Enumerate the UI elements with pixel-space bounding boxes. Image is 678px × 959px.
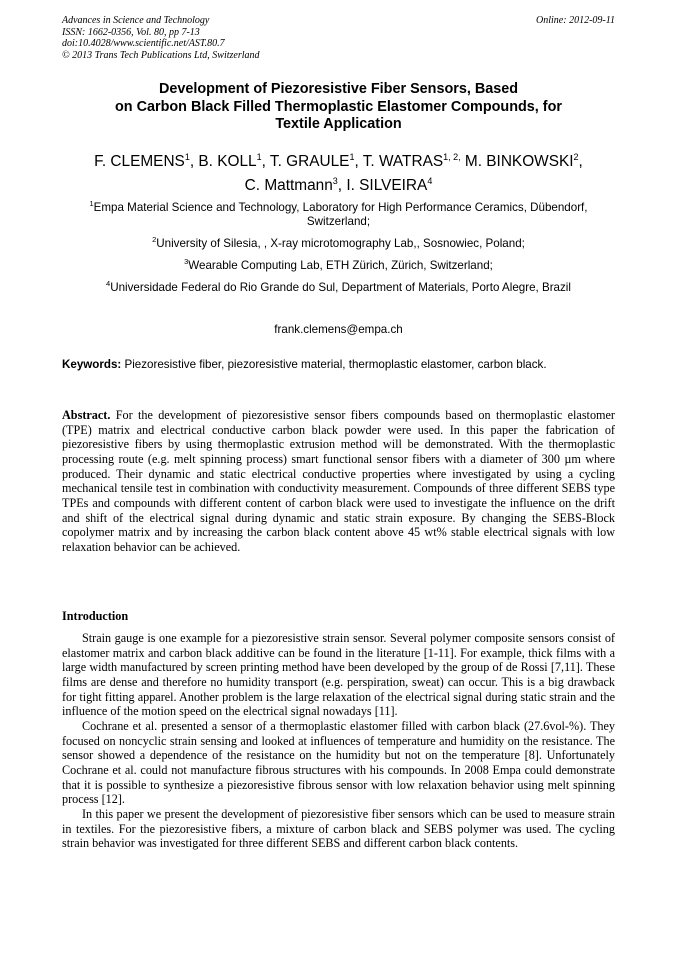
issn-line: ISSN: 1662-0356, Vol. 80, pp 7-13 <box>62 26 200 38</box>
author-line-2 <box>62 174 615 198</box>
author-affiliation-mark: 1 <box>349 151 355 162</box>
author-separator: , <box>354 153 363 170</box>
affiliation-number: 3 <box>184 257 189 267</box>
title-line-3: Textile Application <box>275 116 402 132</box>
abstract-text: For the development of piezoresistive sensor fibers compounds based on thermoplastic elastomer (TPE) matrix and electrical conductive carbon black powder were used. In this paper the fabrication of piezoresistive fibers by using thermoplastic extrusion method will be demonstrated. With the thermoplastic processing route (e.g. melt spinning process) smart functional sensor fibers with a diameter of 300 µm where produced. Their dynamic and static electrical conductive properties where investigated by using a cycling mechanical tensile test in combination with conductivity measurement. Compounds of three different SEBS type TPEs and compounds with different content of carbon black were used to investigate the influence on the drift and shift of the electrical signal during dynamic and static strain exposure. By changing the SEBS-Block copolymer matrix and by increasing the carbon black content above 45 wt% stable electrical signals with low relaxation behavior can be achieved. <box>62 408 615 554</box>
affiliation-number: 4 <box>106 279 111 289</box>
author-name: C. Mattmann <box>244 177 333 194</box>
author-separator: , <box>337 177 347 194</box>
author-separator: , <box>261 153 270 170</box>
affiliation-item <box>62 259 615 273</box>
author-line-1 <box>62 150 615 174</box>
author-name: M. BINKOWSKI <box>464 153 574 170</box>
author-name: B. KOLL <box>198 153 257 170</box>
introduction-body <box>62 631 615 851</box>
author-list <box>62 150 615 198</box>
affiliation-item <box>62 281 615 295</box>
abstract <box>62 408 615 555</box>
author-affiliation-mark: 1, 2, <box>443 151 461 162</box>
author-affiliation-mark: 1 <box>256 151 262 162</box>
author-affiliation-mark: 2 <box>573 151 579 162</box>
author-affiliation-mark: 4 <box>427 175 433 186</box>
affiliation-number: 2 <box>152 235 157 245</box>
keywords-label: Keywords: <box>62 358 122 371</box>
author-affiliation-mark: 1 <box>184 151 190 162</box>
keywords <box>62 358 615 372</box>
affiliation-item <box>62 201 615 229</box>
paper-title <box>62 81 615 134</box>
journal-header <box>62 15 615 61</box>
author-separator: , <box>189 153 199 170</box>
online-date: Online: 2012-09-11 <box>536 15 615 26</box>
doi-line: doi:10.4028/www.scientific.net/AST.80.7 <box>62 38 225 49</box>
author-separator: , <box>578 153 583 170</box>
keywords-text: Piezoresistive fiber, piezoresistive material, thermoplastic elastomer, carbon black. <box>121 358 547 371</box>
paragraph: In this paper we present the development of piezoresistive fiber sensors which can be used to measure strain in textiles. For the piezoresistive fibers, a mixture of carbon black and SEBS polymer was used. The cycling strain behavior was investigated for three different SEBS and different carbon black contents. <box>62 806 615 851</box>
paragraph: Strain gauge is one example for a piezoresistive strain sensor. Several polymer composite sensors consist of elastomer matrix and carbon black additive can be found in the literature [1-11]. For example, thick films with a large width manufactured by screen printing method have been developed by the group of de Rossi [7,11]. These films are dense and therefore no humidity transport (e.g. perspiration, sweat) can occur. This is a big drawback for tight fitting apparel. Another problem is the large relaxation of the electrical signal during static strain and the influence of the motion speed on the electrical signal nowadays [11]. <box>62 631 615 719</box>
affiliation-text: Wearable Computing Lab, ETH Zürich, Zürich, Switzerland; <box>188 259 493 272</box>
copyright-line: © 2013 Trans Tech Publications Ltd, Switzerland <box>62 49 260 61</box>
title-line-1: Development of Piezoresistive Fiber Sensors, Based <box>158 81 519 97</box>
affiliation-number: 1 <box>89 199 94 209</box>
title-line-2: on Carbon Black Filled Thermoplastic Elastomer Compounds, for <box>115 98 562 115</box>
contact-email: frank.clemens@empa.ch <box>274 323 403 336</box>
author-name: F. CLEMENS <box>94 153 185 170</box>
affiliation-text: University of Silesia, , X-ray microtomography Lab,, Sosnowiec, Poland; <box>156 237 525 250</box>
paragraph: Cochrane et al. presented a sensor of a thermoplastic elastomer filled with carbon black (27.6vol-%). They focused on noncyclic strain sensing and looked at influences of temperature and humidity on the resistance. The sensor showed a dependence of the resistance on the humidity but not on the temperature [8]. Unfortunately Cochrane et al. could not manufacture fibrous structures with his compounds. In 2008 Empa could demonstrate that it is possible to synthesize a piezoresistive fibrous sensor with low relaxation behavior using melt spinning process [12]. <box>62 718 615 807</box>
author-name: T. WATRAS <box>362 153 444 170</box>
author-name: I. SILVEIRA <box>346 177 428 194</box>
affiliation-text: Empa Material Science and Technology, Laboratory for High Performance Ceramics, Dübendorf, Switzerland; <box>93 201 588 228</box>
affiliation-item <box>62 237 615 251</box>
author-name: T. GRAULE <box>269 153 350 170</box>
journal-name: Advances in Science and Technology <box>62 15 210 26</box>
affiliation-text: Universidade Federal do Rio Grande do Sul, Department of Materials, Porto Alegre, Brazil <box>110 281 571 294</box>
author-affiliation-mark: 3 <box>332 175 338 186</box>
section-heading-introduction: Introduction <box>62 609 129 623</box>
affiliations <box>62 201 615 303</box>
abstract-label: Abstract. <box>62 408 111 422</box>
